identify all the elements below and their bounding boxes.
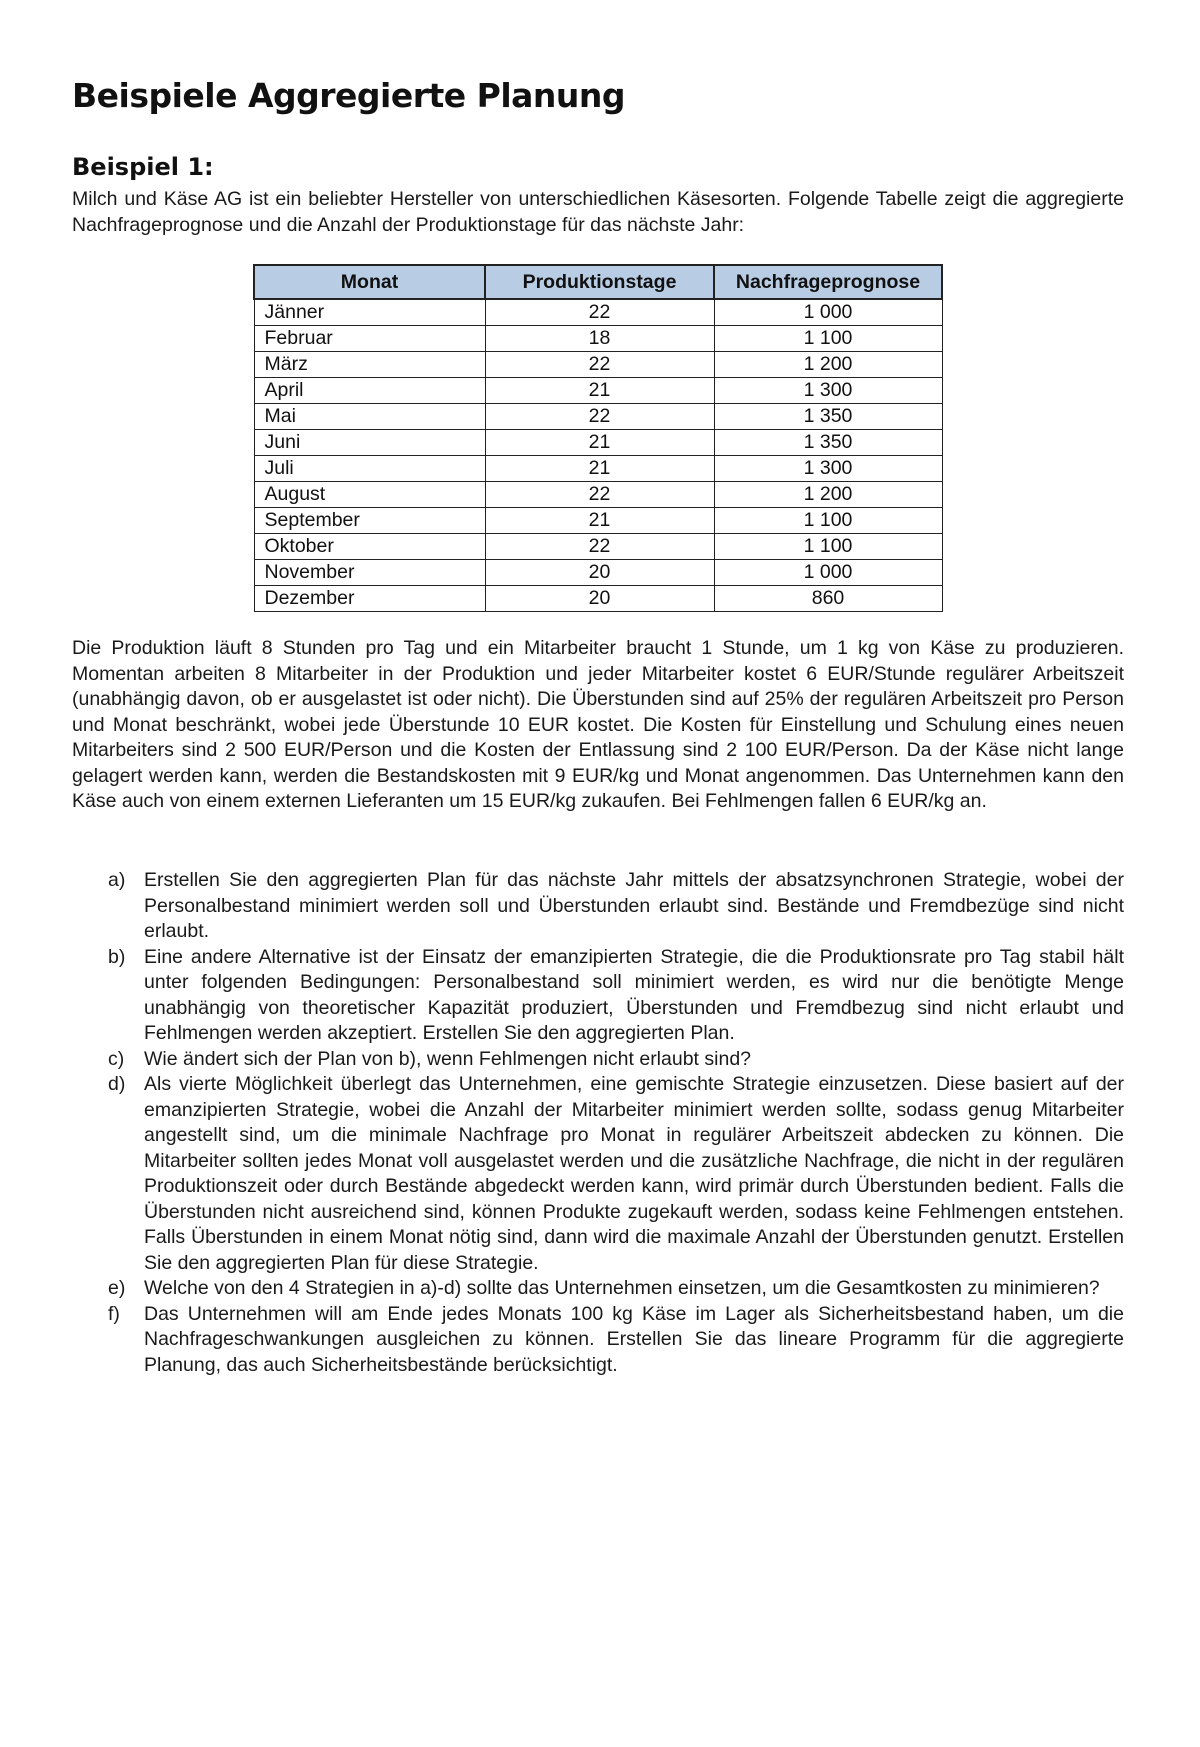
cell-demand: 1 100 bbox=[714, 534, 942, 560]
task-label: f) bbox=[108, 1302, 120, 1325]
cell-production-days: 22 bbox=[485, 352, 714, 378]
cell-demand: 1 000 bbox=[714, 560, 942, 586]
cell-production-days: 20 bbox=[485, 560, 714, 586]
cell-month: Juli bbox=[254, 456, 485, 482]
task-text: Welche von den 4 Strategien in a)-d) sollte das Unternehmen einsetzen, um die Gesamtkosten zu minimieren? bbox=[144, 1277, 1100, 1299]
table-row bbox=[254, 482, 942, 508]
list-item bbox=[72, 1276, 1124, 1302]
cell-demand: 860 bbox=[714, 586, 942, 612]
task-text: Eine andere Alternative ist der Einsatz der emanzipierten Strategie, die die Produktionsrate pro Tag stabil hält unter folgenden Bedingungen: Personalbestand soll minimiert werden, es wird nur die benötigte Menge unabhängig von theoretischer Kapazität produziert, Überstunden und Fremdbezug sind nicht erlaubt und Fehlmengen werden akzeptiert. Erstellen Sie den aggregierten Plan. bbox=[144, 945, 1124, 1044]
cell-demand: 1 350 bbox=[714, 430, 942, 456]
table-header-row bbox=[254, 265, 942, 299]
table-row bbox=[254, 456, 942, 482]
demand-forecast-table bbox=[253, 264, 943, 612]
cell-production-days: 22 bbox=[485, 534, 714, 560]
cell-month: September bbox=[254, 508, 485, 534]
cell-production-days: 20 bbox=[485, 586, 714, 612]
cell-production-days: 21 bbox=[485, 430, 714, 456]
cell-production-days: 21 bbox=[485, 456, 714, 482]
table-row bbox=[254, 404, 942, 430]
task-list bbox=[72, 868, 1124, 1378]
cell-month: Februar bbox=[254, 326, 485, 352]
task-label: d) bbox=[108, 1073, 126, 1095]
cell-month: Juni bbox=[254, 430, 485, 456]
table-row bbox=[254, 299, 942, 326]
cell-demand: 1 350 bbox=[714, 404, 942, 430]
header-production-days: Produktionstage bbox=[485, 265, 714, 299]
intro-paragraph: Milch und Käse AG ist ein beliebter Hersteller von unterschiedlichen Käsesorten. Folgende Tabelle zeigt die aggregierte Nachfrageprognose und die Anzahl der Produktionstage für das nächste Jahr: bbox=[72, 188, 1124, 236]
cell-production-days: 21 bbox=[485, 378, 714, 404]
problem-description-paragraph: Die Produktion läuft 8 Stunden pro Tag und ein Mitarbeiter braucht 1 Stunde, um 1 kg von Käse zu produzieren. Momentan arbeiten 8 Mitarbeiter in der Produktion und jeder Mitarbeiter kostet 6 EUR/Stunde regulärer Arbeitszeit (unabhängig davon, ob er ausgelastet ist oder nicht). Die Überstunden sind auf 25% der regulären Arbeitszeit pro Person und Monat beschränkt, wobei jede Überstunde 10 EUR kostet. Die Kosten für Einstellung und Schulung eines neuen Mitarbeiters sind 2 500 EUR/Person und die Kosten der Entlassung sind 2 100 EUR/Person. Da der Käse nicht lange gelagert werden kann, werden die Bestandskosten mit 9 EUR/kg und Monat angenommen. Das Unternehmen kann den Käse auch von einem externen Lieferanten um 15 EUR/kg zukaufen. Bei Fehlmengen fallen 6 EUR/kg an. bbox=[72, 637, 1124, 812]
cell-month: Oktober bbox=[254, 534, 485, 560]
cell-month: Dezember bbox=[254, 586, 485, 612]
cell-production-days: 22 bbox=[485, 404, 714, 430]
cell-production-days: 18 bbox=[485, 326, 714, 352]
cell-month: Mai bbox=[254, 404, 485, 430]
task-text: Als vierte Möglichkeit überlegt das Unternehmen, eine gemischte Strategie einzusetzen. Diese basiert auf der emanzipierten Strategie, wobei die Anzahl der Mitarbeiter minimiert werden sollte, sodass genug Mitarbeiter angestellt sind, um die minimale Nachfrage pro Monat in regulärer Arbeitszeit abdecken zu können. Die Mitarbeiter sollten jedes Monat voll ausgelastet werden und die zusätzliche Nachfrage, die nicht in der regulären Produktionszeit oder durch Bestände abgedeckt werden kann, wird primär durch Überstunden bedient. Falls die Überstunden nicht ausreichend sind, können Produkte zugekauft werden, sodass keine Fehlmengen entstehen. Falls Überstunden in einem Monat nötig sind, dann wird die maximale Anzahl der Überstunden genutzt. Erstellen Sie den aggregierten Plan für diese Strategie. bbox=[144, 1073, 1124, 1274]
cell-month: April bbox=[254, 378, 485, 404]
cell-demand: 1 000 bbox=[714, 299, 942, 326]
cell-demand: 1 100 bbox=[714, 326, 942, 352]
table-row bbox=[254, 378, 942, 404]
cell-month: März bbox=[254, 352, 485, 378]
header-month: Monat bbox=[254, 265, 485, 299]
cell-demand: 1 200 bbox=[714, 352, 942, 378]
table-row bbox=[254, 326, 942, 352]
document-title: Beispiele Aggregierte Planung bbox=[72, 76, 626, 115]
task-label: a) bbox=[108, 869, 126, 891]
list-item bbox=[72, 945, 1124, 1047]
cell-production-days: 21 bbox=[485, 508, 714, 534]
table-row bbox=[254, 586, 942, 612]
header-demand-forecast: Nachfrageprognose bbox=[714, 265, 942, 299]
task-text: Wie ändert sich der Plan von b), wenn Fehlmengen nicht erlaubt sind? bbox=[144, 1047, 752, 1070]
table-row bbox=[254, 430, 942, 456]
task-label: b) bbox=[108, 945, 126, 968]
cell-month: August bbox=[254, 482, 485, 508]
list-item bbox=[72, 1072, 1124, 1276]
task-text: Das Unternehmen will am Ende jedes Monats 100 kg Käse im Lager als Sicherheitsbestand haben, um die Nachfrageschwankungen ausgleichen zu können. Erstellen Sie das lineare Programm für die aggregierte Planung, das auch Sicherheitsbestände berücksichtigt. bbox=[144, 1302, 1124, 1376]
cell-production-days: 22 bbox=[485, 299, 714, 326]
list-item bbox=[72, 868, 1124, 945]
table-row bbox=[254, 508, 942, 534]
cell-production-days: 22 bbox=[485, 482, 714, 508]
task-text: Erstellen Sie den aggregierten Plan für das nächste Jahr mittels der absatzsynchronen Strategie, wobei der Personalbestand minimiert werden soll und Überstunden erlaubt sind. Bestände und Fremdbezüge sind nicht erlaubt. bbox=[144, 869, 1124, 942]
table-row bbox=[254, 352, 942, 378]
example-heading: Beispiel 1: bbox=[72, 153, 214, 181]
cell-month: Jänner bbox=[254, 299, 485, 326]
cell-demand: 1 200 bbox=[714, 482, 942, 508]
cell-demand: 1 100 bbox=[714, 508, 942, 534]
cell-demand: 1 300 bbox=[714, 456, 942, 482]
cell-month: November bbox=[254, 560, 485, 586]
cell-demand: 1 300 bbox=[714, 378, 942, 404]
task-label: e) bbox=[108, 1277, 126, 1299]
task-label: c) bbox=[108, 1047, 125, 1070]
table-row bbox=[254, 534, 942, 560]
list-item bbox=[72, 1302, 1124, 1379]
table-row bbox=[254, 560, 942, 586]
list-item bbox=[72, 1047, 1124, 1073]
